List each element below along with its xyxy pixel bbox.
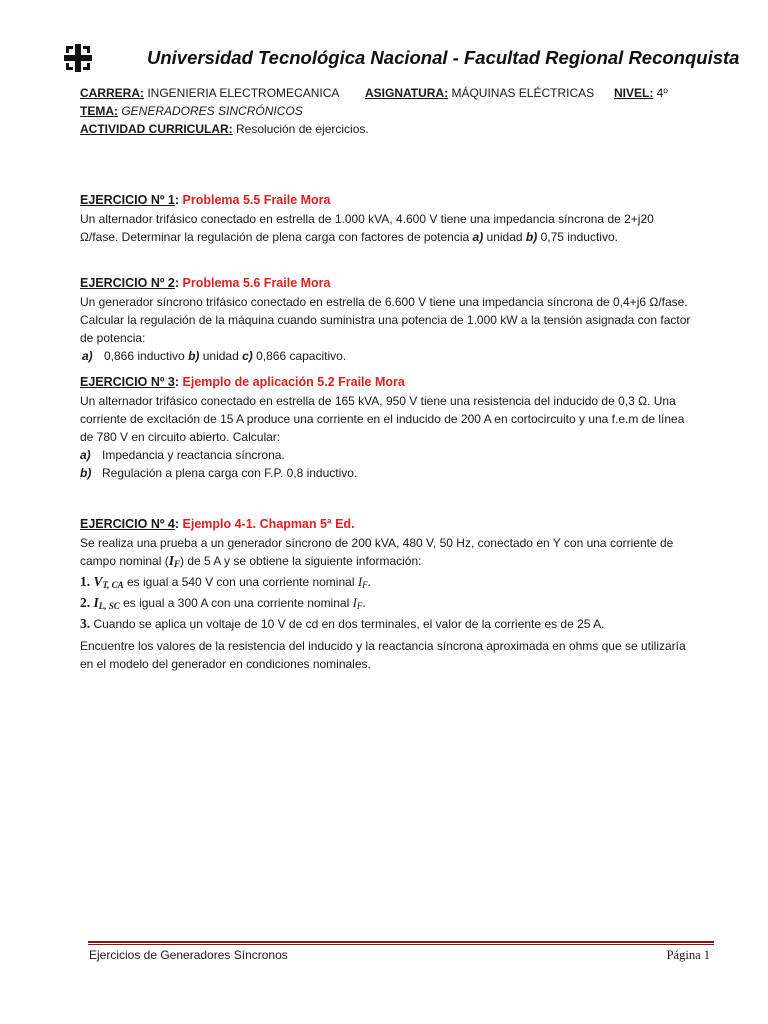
symbol-if: I [168, 553, 174, 568]
exercise-number: EJERCICIO Nº 3 [80, 375, 175, 389]
item-text: es igual a 300 A con una corriente nominal [119, 596, 353, 610]
actividad-label: ACTIVIDAD CURRICULAR: [80, 122, 233, 136]
exercise-number: EJERCICIO Nº 4 [80, 517, 175, 531]
option-a-text: unidad [483, 230, 526, 244]
exercise-heading [80, 373, 692, 391]
actividad-value: Resolución de ejercicios. [232, 122, 369, 136]
option-b-text: 0,75 inductivo. [537, 230, 618, 244]
exercise-source: Problema 5.6 Fraile Mora [182, 276, 331, 290]
symbol-vt-subscript: T, CA [102, 580, 124, 590]
option-a-text: Impedancia y reactancia síncrona. [102, 448, 285, 462]
symbol-if: I [357, 574, 363, 589]
item-number: 1. [80, 574, 91, 589]
list-item [80, 594, 692, 615]
exercise-1 [80, 191, 692, 246]
option-a-marker: a) [472, 230, 484, 244]
option-b-text: Regulación a plena carga con F.P. 0,8 inductivo. [102, 466, 358, 480]
symbol-il-subscript: L, SC [98, 601, 120, 611]
heading-separator: : [174, 276, 183, 290]
exercise-body-end: ) de 5 A y se obtiene la siguiente información: [180, 554, 422, 568]
list-item [80, 446, 692, 464]
exercise-text [80, 210, 692, 246]
meta-carrera [80, 86, 339, 100]
heading-separator: : [174, 193, 183, 207]
item-text: Cuando se aplica un voltaje de 10 V de cd en dos terminales, el valor de la corriente es de 25 A. [90, 617, 605, 631]
option-b-marker: b) [525, 230, 538, 244]
symbol-if-subscript: F [173, 559, 180, 569]
exercise-2 [80, 274, 692, 365]
item-number: 3. [80, 616, 91, 631]
exercise-text: Un alternador trifásico conectado en estrella de 165 kVA, 950 V tiene una resistencia del inducido de 0,3 Ω. Una corriente de excitación de 15 A produce una corriente en el inducido de 200 A en cortocircuito y una f.e.m de línea de 780 V en circuito abierto. Calcular: [80, 394, 685, 444]
exercise-body: Un alternador trifásico conectado en estrella de 1.000 kVA, 4.600 V tiene una impedancia síncrona de 2+j20 Ω/fase. Determinar la regulación de plena carga con factores de potencia [80, 212, 654, 244]
exercise-body: Se realiza una prueba a un generador síncrono de 200 kVA, 480 V, 50 Hz, conectado en Y con una corriente de campo nominal ( [80, 536, 674, 568]
list-item [80, 573, 692, 594]
exercise-number: EJERCICIO Nº 2 [80, 276, 175, 290]
footer-divider-secondary [88, 944, 714, 945]
list-item [80, 464, 692, 482]
symbol-il: I [93, 595, 99, 610]
carrera-label: CARRERA: [80, 86, 144, 100]
heading-separator: : [174, 517, 183, 531]
footer-title: Ejercicios de Generadores Síncronos [89, 948, 288, 962]
meta-nivel [614, 86, 668, 100]
meta-actividad [80, 122, 369, 136]
nivel-label: NIVEL: [614, 86, 654, 100]
exercise-options [80, 347, 692, 365]
symbol-if-subscript: F [362, 580, 368, 590]
meta-tema [80, 104, 303, 118]
option-b-marker: b) [188, 349, 200, 363]
exercise-question: Encuentre los valores de la resistencia del inducido y la reactancia síncrona aproximada en ohms que se utilizaría en el modelo del generador en condiciones nominales. [80, 639, 686, 671]
asignatura-value: MÁQUINAS ELÉCTRICAS [448, 86, 595, 100]
option-b-marker: b) [80, 466, 92, 480]
option-b-text: unidad [199, 349, 243, 363]
exercise-source: Ejemplo de aplicación 5.2 Fraile Mora [182, 375, 405, 389]
exercise-heading [80, 274, 692, 292]
exercise-4 [80, 515, 692, 673]
heading-separator: : [174, 375, 183, 389]
item-end: . [362, 596, 366, 610]
symbol-vt: V [93, 574, 103, 589]
item-end: . [367, 575, 372, 589]
option-c-marker: c) [242, 349, 253, 363]
tema-value: GENERADORES SINCRÓNICOS [118, 104, 303, 118]
option-a-marker: a) [80, 448, 91, 462]
item-number: 2. [80, 595, 91, 610]
exercise-text [80, 534, 692, 573]
exercise-text: Un generador síncrono trifásico conectado en estrella de 6.600 V tiene una impedancia síncrona de 0,4+j6 Ω/fase. Calcular la regulación de la máquina cuando suministra una potencia de 1.000 kW a la tensión asignada con factor de potencia: [80, 295, 691, 345]
symbol-if-subscript: F [356, 601, 363, 611]
item-text: es igual a 540 V con una corriente nominal [123, 575, 358, 589]
list-item [80, 615, 692, 633]
option-c-text: 0,866 capacitivo. [252, 349, 347, 363]
option-a-marker: a) [82, 349, 93, 363]
exercise-number: EJERCICIO Nº 1 [80, 193, 175, 207]
option-a-text: 0,866 inductivo [104, 349, 189, 363]
meta-asignatura [365, 86, 594, 100]
symbol-if: I [352, 595, 357, 610]
exercise-3 [80, 373, 692, 482]
footer-divider [88, 941, 714, 943]
exercise-source: Problema 5.5 Fraile Mora [182, 193, 331, 207]
page-number: Página 1 [666, 948, 710, 962]
nivel-value: 4º [653, 86, 668, 100]
utn-logo-icon [64, 44, 92, 72]
exercise-heading [80, 191, 692, 209]
page-title: Universidad Tecnológica Nacional - Facultad Regional Reconquista [147, 47, 740, 68]
exercise-source: Ejemplo 4-1. Chapman 5ª Ed. [182, 517, 355, 531]
asignatura-label: ASIGNATURA: [365, 86, 449, 100]
tema-label: TEMA: [80, 104, 118, 118]
carrera-value: INGENIERIA ELECTROMECANICA [144, 86, 340, 100]
exercise-heading [80, 515, 692, 533]
